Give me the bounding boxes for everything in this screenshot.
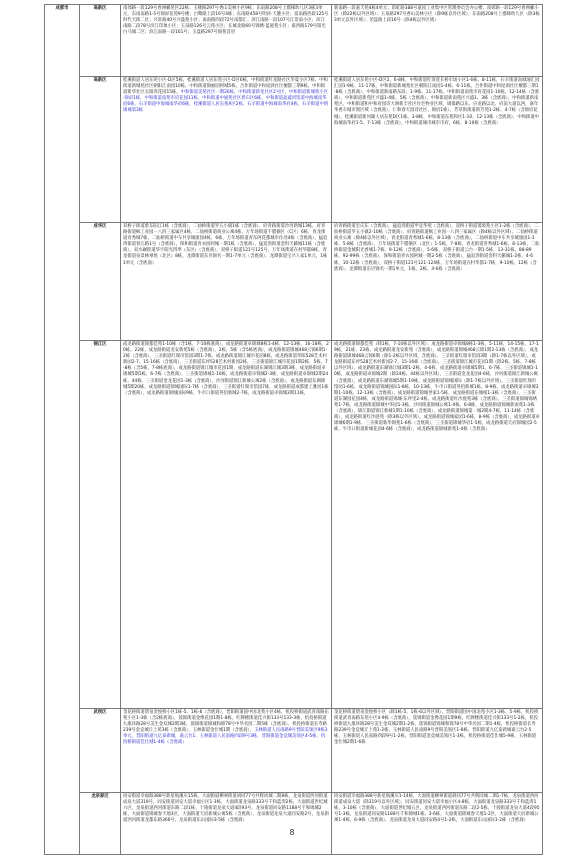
area-text-highlight: 玉林街道人民南路9号晋阳美领区9栋3单元，晋阳街道九亿泰新城，嘉云台1、玉林街道人民南路四段9号3栋，晋阳街道金竞城美领区4-5栋，机投桥街道佳仕城1-4栋（含底商） xyxy=(123,728,328,746)
district-cell: 锦江区 xyxy=(80,341,121,709)
district-table xyxy=(44,4,543,855)
area-list-cell xyxy=(332,793,543,855)
area-text: 南郊路一段129号香洲郦苑区22栋；玉楼路297号香山美林小区9栋；东雨路208号上郡梯幼儿区3栋3单元，东雨南路1-5号锦屏花苑9号楼；白鹭路上段16号4栋；东南路458号明祥·天麓小区；富南路西段125号时代天街二区；兴旺路40号兴盛苑小区；南南路四段72号南都汇；滨江南路一段107号江景南小区；滨江南路二段78号滨江印象小区；玉泉路126号云苑小区；长城北路60号锦绣·蓝庭苑小区；嘉西路179号阳光白马城二区；滨江南路一段161号；玉盘路297号锦苑首府 xyxy=(123,6,329,36)
area-text: 金花桥街道碧泉金悦桥小区（除1栋-5、1栋-6以外区域），晋阳街道国中国北苑小区1-3栋、5-9栋，机投桥街道武青南路东苑小区4-9栋（含底商），簇锦街道金像花园1期9栋，红牌楼街道佳兴街133号1-2栋，机投桥街道九康环路28号美生金双城2期1-2栋，簇锦街道锦城和锦78号中华名园二期1-4栋，机投桥街道长寿路239号金竞城丘上苑1-2栋，玉林街道人民南路9号晋阳美领区1-8栋，晋阳街道九亿泰新城嘉云台2-5栋，玉林街道人民南路四段9号1-2栋，晋阳街道金竞城美领区1-3栋，机投桥街道佳仕城5-9栋，玉林街道金仕城2期1-6栋 xyxy=(334,710,539,746)
area-text: 新南路一段嘉天苑4栋4单元；彩虹路388号嘉园工业集中区管理委员会办公楼；南郊路一段129号香洲郦小区（除22栋以外区域）；玉泉路297号香山美林小区（除9栋以外区域）；东南路208号上郡梯幼儿区（除3栋3单元以外区域）；荣盘路上段16号（除4栋以外区域） xyxy=(334,6,540,24)
area-list-cell xyxy=(332,5,543,77)
area-list-cell xyxy=(121,223,332,341)
area-text: 同安街道幸福路388号新星航溪川15栋，大面街道柳翠街道胡同77号共辉同城二期8栋，龙泉街道西河街道成泉大道319号，同安街道同安大道幸福小区1-3栋，大面街道龙泉路333号千和蓝湾2栋，大面街道世纪城六区，龙泉街道西河街道东路二段1栋，十陵街道龙泉大道4段93号，龙泉街道同安路1188号千和锦城2栋，大面街道锦城春天地3区，大面街道天府新城公寓5栋（含底商），龙泉街道龙泉大道同安路2号，龙泉街道西河街道龙都东路366号，龙泉街道东山国际3-5栋（含底商） xyxy=(123,794,329,824)
page-number: 8 xyxy=(289,828,295,837)
area-list-cell xyxy=(332,341,543,709)
district-cell: 武侯区 xyxy=(80,709,121,793)
area-list-cell xyxy=(332,77,543,223)
area-text: 同安街道幸福路388号新星航溪川1-14栋，大面街道柳翠街道胡同77号共辉同城二期1-7栋，龙泉街道西河街道成泉大道（除319号以外区域），同安街道同安大道幸福小区4-8栋，大面街道龙泉路333号千和蓝湾1栋，3-10栋（含底商），大面街道世纪城五区，龙泉街道西河街道东路二段2-5栋，十陵街道龙泉大道4段95号1-3栋，龙泉街道同安路1188号千和锦城1栋、3-6栋，大面街道锦城春天地1-2区，大面街道天府新城公寓1-4栋、6-9栋（含底商），龙泉街道龙泉大道同安路4号1-2栋，大面街道东山国际1-2栋（含底商） xyxy=(334,794,540,824)
document-page xyxy=(44,4,540,828)
district-cell: 高新区 xyxy=(80,77,121,223)
area-list-cell xyxy=(332,709,543,793)
area-list-cell xyxy=(121,77,332,223)
area-text: 府青路街道宏庆东（含底商），猛追湾街道甲竞华苑（含底商），双桥子街道菱境苑小区1-2栋（含底商），二仙桥街道罗五小镇2-10栋（含底商），府青路街道枫工业园一八四三家属区（除4栋以外区域），二仙桥街道商业公寓（除4栋以外区域），青龙街道青秀城1-6栋，8-13栋（含底商），二仙桥街道中车共享城康园1-3栋、5-8栋（含底商），万年场街道千腊摘区（北区）1-5栋，7-8栋，青龙街道青秀城1-6栋，8-13栋，二仙桥街道金城阳光香城1-7栋，9-12栋（含底商），5-6栋，双桥子街道云台一期1-5栋，13-31栋，88-89栋，92-99栋（含底商），保和街道青衣园阿城一期2-5栋（含底商），猛追湾街道金科天籁城1-2栋，4-6栋，10-12栋（含底商），双桥子街道121号121-124栋，万年场街道在村华都1-7栋，9-10栋，12栋（含底商），龙潭街道东贝锦名一期1单元，1栋，2栋、4-6栋（含底商） xyxy=(334,224,540,272)
table-row xyxy=(45,341,543,709)
city-cell: 成都市 xyxy=(45,5,80,855)
district-cell: 成华区 xyxy=(80,223,121,341)
area-text: 桂溪街道人居东苑小区-D区2、6-8栋，中和街道红领壹长桥市场小区1-6栋、8-11栋，石羊街道南城通汇园汇园1-9栋、11-17栋，中和街道新城苑社区朝阳江南园1-4栋、6-11栋，合作街道中和屋酒社区檀都三期1-8栋（含底商），中和街道新南路东段、1-9栋、11-17栋，中和街道南苑市府花园1-10栋，12-14栋（含底商），中和街道新苑区兴盛1-4栋，5栋（含底商），中和街道新南苑区兴盛1、3栋（含底商），中和街道新南苑区，中和街道和中和府园诗大洲新丰社区住宅物业区域，锦都路以东、应龙路以北、府前大道以西，嘉年华香车城市围区域（含底商），仁和春天园诗社区、锦府1栋），芳草街街道新芳苑1-2栋、4-7栋（含锦府花城），桂溪街道新河湖人居东苑D区1栋、3-8栋，中和街道东苑和区1-10、12-13栋（含底商），中和街道中海城南华府1-5、7-13栋（含底商），中和街道城市城市市府，6栋、8-10栋（含底商） xyxy=(334,78,540,126)
area-list-cell xyxy=(121,793,332,855)
table-row xyxy=(45,709,543,793)
table-row xyxy=(45,223,543,341)
area-list-cell xyxy=(332,223,543,341)
area-text: 成龙路街道锦都佳苑（除1栋，7-10栋以外区域）；成龙路街道卓锦城8栋1-3栋，5-11栋，14-15栋，17-19栋，21栋，23栋，成龙路街道龙安新苑（含底商），成龙路街道锦城468云锦1期2-13栋（含底商），成龙路街道锦城468云锦6期（除1-2栋以外区域，含底商），三圣街道红瑞市馆园3期（除1-7栋以外区域），成龙路街道东坪528艺术村新园2-7、15-16栋（含底商），三圣街道锦江城市花园1期（除2栋，5栋，7-8栋以外区域），成龙路街道东湖锦江城3期1-2栋，4-6栋，成龙路街道卓锦城5期1、6-7栋，三圣街道锦城1-10栋，成龙路街道卓锦城2期（除24栋、44栋以外区域），三圣街道金龙花园4-6栋，沙河街道锦江新城公寓（含底商），成龙路街道东湖锦城5期1-19栋，成龙路街道锦城国际（除1-7栋以外区域），三圣街道红瑞市馆园1-6栋，成龙路街道锦城国际1-8栋，10-13栋，牛市口街道英佰新城1栋、8-9栋，成龙路街道卓锦城3期1-10栋、12-13栋（含底商），成龙路街道锦城世家1-5栋，成龙路街道东城根1-3栋（含底商），三圣街道东湖园花园4栋，成龙路街道锦城·东坪里2-4栋，成龙路街道红沙庭苑3栋（含底商），三圣街道锦城锦绣苑1-7栋，成龙路街道锦城中华园1-3栋，沙河街道锦城公寓1-4栋，6-8栋，成龙路街道锦城新南苑1-3栋（含底商），锦江街道锦江新城1期1-10栋（含底商），成龙路街道锦城第一城2期4-7栋，11-14栋（含底商），成龙路街道红沙庭苑（除3栋以外区域），成龙路街道锦城家园1-6栋，8-9栋（含底商），成龙路街道卓锦城6期1-9栋，三圣街道新华锦苑1-6栋（含底商），三圣街道锦城华府1-5栋，成龙路街道天府锦城园2-5栋，牛市口街道新城花园4-6栋（含底商），成龙路街道锦城新苑1-4栋（含底商） xyxy=(334,342,540,433)
area-text: 双桥子街道紫东阳江1栋（含底商），二仙桥街道罗五小镇1栋（含底商），府青路街道沙河新城13栋，府青路街道枫工业园一八四三家属区4栋，二仙桥街道商业公寓4栋，万年场街道千腊摘区（C区）6栋，青龙街道青秀城7栋，二仙桥街道中车共享城康园4栋，6栋，万年场街道青东阿花都城市住处4栋（含底商），猛追湾街道春江路1号（含底商），保和街道青衣园阿城一期1栋（含底商），猛追湾街道金科天籁城11栋（含底商），双水碾街道华宇阳光四季（东区）（含底商），双桥子街道121号125号，万年场街道在村华都8栋，青龙街道泉景林翠苑（北区）8栋，龙潭街道东贝锦名一期1-7单元（含底商），龙潭街道宝兴人家1单元，1栋1单元（含底商） xyxy=(123,224,328,266)
area-list-cell xyxy=(121,709,332,793)
area-list-cell xyxy=(121,341,332,709)
area-text: 桂溪街道人居东苑小区-D区5栋、桂溪街道人居东苑小区-D区6栋，中和街道红星路社区华夏小区7栋，中和街道新城苑社区朝阳江南园10栋，中和街道锦丽园阿城5栋，合作街道中和屋酒社区檀都三期9栋，中和街道新华社区太阳湾花园15栋， xyxy=(123,78,328,96)
district-cell: 高新区 xyxy=(80,5,121,77)
table-row xyxy=(45,793,543,855)
area-text-highlight: 中和街道美苑社区一期26栋，中和街道新星社区2号区，中和街道新城苑小区·锦府1栋，中和街道南苑市府花园11栋，中和街道中通苑社区碧石区6栋，中和街道晶鑫河馆道中海城南华府6栋，石羊街道中海城南华府6栋，桂溪街道人居东苑A区2栋，石羊街道中海城南华府4栋，石羊街道中明锦城第3栋 xyxy=(123,90,329,114)
area-text: 金花桥街道碧泉金悦桥小区1栋-5、1栋-6（含底商），晋阳街道国中国北苑小区4栋，机投桥街道武青南路东苑小区1-3栋（含2栋底商），簇锦街道金像花园1期1-8栋，红牌楼街道佳兴街133号133-3栋，机投桥街道九康环路28号美生金双城2期3栋，簇锦街道锦城和锦78号中华名园二期5栋（含底商），机投桥街道长寿路239号金竞城丘上苑3栋（含底商），玉林街道金仕城1期（含底商）， xyxy=(123,710,329,734)
table-row xyxy=(45,5,543,77)
area-text: 成龙路街道锦都佳苑1-10栋（含1栋，7-10栋底商），成龙路街道卓锦城8栋1-4栋，12-13栋，16-18栋，20栋，22栋，成龙路街道龙安新苑5栋（含底商），2栋，5栋（含5栋底商），成龙路街道锦城468云锦6期1-2栋（含底商），三圣街道红瑞市馆园3期1-7栋，成龙路街道锦江城市花园8栋，成龙路街道华阳528艺术村新园2-7、15-16栋（含底商），三圣街道东坪528艺术村新园2栋，三圣街道锦江城市花园1期2栋，5栋，7-8栋（含5栋，7-8栋底商），成龙路街道锦江城市花园1期，成龙路街道东湖锦江城3期3栋，成龙路街道卓锦城5期1栋，6-7栋（含底商），三圣街道锦城1-10栋，成龙路街道卓锦城2-3栋，成龙路街道卓锦城2期24栋，44栋，三圣街道金龙花园1-3栋（含底商），沙河街道锦江新城公寓2栋（含底商），成龙路街道东湖锦城5期20栋，成龙路街道锦城国际1-7栋（含底商），三圣街道红瑞市馆园7栋，成龙路街道成都建工雅居1栋（含底商），成龙路街道锦城国际9栋，牛市口街道英佰新城2-7栋，成龙路街道卓锦城3期11栋， xyxy=(123,342,329,396)
district-cell: 龙泉驿区 xyxy=(80,793,121,855)
area-list-cell xyxy=(121,5,332,77)
table-row xyxy=(45,77,543,223)
